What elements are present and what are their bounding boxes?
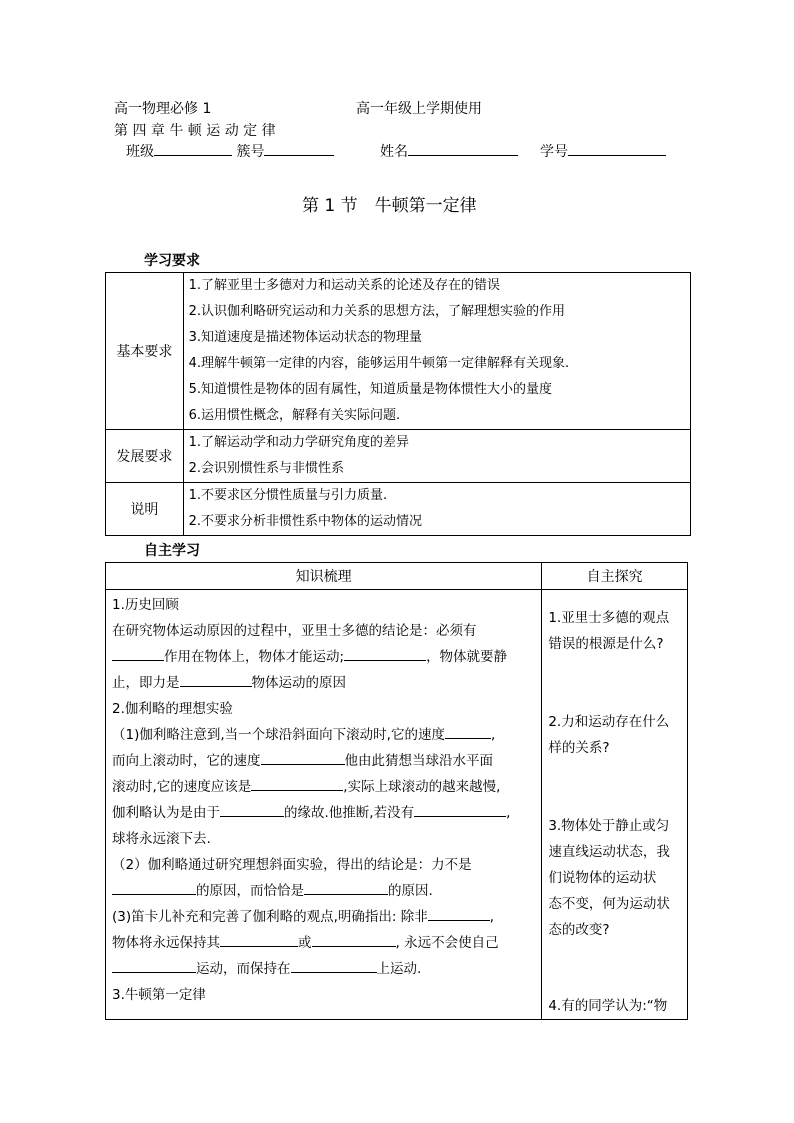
basic-label: 基本要求 bbox=[106, 273, 184, 430]
id-field[interactable] bbox=[568, 141, 666, 156]
advanced-items bbox=[183, 430, 690, 483]
self-study-header-row bbox=[106, 563, 688, 590]
list-item: 1.了解亚里士多德对力和运动关系的论述及存在的错误 bbox=[188, 278, 501, 293]
answer-blank[interactable] bbox=[220, 932, 298, 947]
section-history: 1.历史回顾 bbox=[112, 597, 179, 613]
answer-blank[interactable] bbox=[414, 802, 506, 817]
id-label: 学号 bbox=[540, 144, 568, 160]
student-info-row bbox=[126, 141, 334, 161]
course-label: 高一物理必修 1 bbox=[114, 101, 212, 117]
chapter-label: 第 四 章 牛 顿 运 动 定 律 bbox=[114, 123, 276, 139]
section-newton-first-law: 3.牛顿第一定律 bbox=[112, 987, 206, 1003]
self-study-heading: 自主学习 bbox=[144, 543, 200, 559]
usage-label: 高一年级上学期使用 bbox=[356, 101, 482, 117]
knowledge-column-header: 知识梳理 bbox=[106, 563, 542, 590]
list-item: 3.知道速度是描述物体运动状态的物理量 bbox=[188, 330, 423, 345]
answer-blank[interactable] bbox=[304, 880, 388, 895]
question-1-cont: 错误的根源是什么? bbox=[548, 636, 664, 652]
list-item: 1.不要求区分惯性质量与引力质量. bbox=[188, 488, 388, 503]
question-2-cont: 样的关系? bbox=[548, 740, 610, 756]
self-study-table bbox=[105, 562, 688, 1020]
answer-blank[interactable] bbox=[251, 776, 343, 791]
knowledge-cell bbox=[106, 590, 542, 1020]
text-line: 物体将永远保持其 或 , 永远不会使自己 bbox=[106, 930, 541, 956]
question-3-cont: 态的改变? bbox=[548, 922, 610, 938]
notes-items bbox=[183, 483, 690, 536]
text-line: 在研究物体运动原因的过程中，亚里士多德的结论是：必须有 bbox=[112, 623, 477, 639]
list-item: 6.运用惯性概念，解释有关实际问题. bbox=[188, 408, 401, 423]
list-item: 2.认识伽利略研究运动和力关系的思想方法，了解理想实验的作用 bbox=[188, 304, 566, 319]
group-field[interactable] bbox=[264, 141, 334, 156]
requirements-table bbox=[105, 272, 691, 536]
question-3: 3.物体处于静止或匀 bbox=[548, 818, 670, 834]
question-3-cont: 速直线运动状态，我 bbox=[548, 844, 670, 860]
answer-blank[interactable] bbox=[291, 958, 377, 973]
question-3-cont: 们说物体的运动状 bbox=[548, 870, 657, 886]
list-item: 2.会识别惯性系与非惯性系 bbox=[188, 461, 345, 476]
list-item: 2.不要求分析非惯性系中物体的运动情况 bbox=[188, 514, 423, 529]
requirements-heading: 学习要求 bbox=[144, 253, 200, 269]
question-4: 4.有的同学认为:“物 bbox=[548, 998, 668, 1014]
answer-blank[interactable] bbox=[312, 932, 396, 947]
text-line: 滚动时,它的速度应该是 ,实际上球滚动的越来越慢, bbox=[106, 774, 541, 800]
list-item: 4.理解牛顿第一定律的内容，能够运用牛顿第一定律解释有关现象. bbox=[188, 356, 570, 371]
text-line: 止，即力是 物体运动的原因 bbox=[106, 670, 541, 696]
answer-blank[interactable] bbox=[112, 958, 196, 973]
text-line: 运动，而保持在 上运动. bbox=[106, 956, 541, 982]
student-name-row bbox=[380, 141, 518, 161]
page-title: 第 1 节 牛顿第一定律 bbox=[302, 196, 477, 216]
question-3-cont: 态不变，何为运动状 bbox=[548, 896, 670, 912]
student-id-row bbox=[540, 141, 666, 161]
advanced-requirements-row bbox=[106, 430, 691, 483]
notes-label: 说明 bbox=[106, 483, 184, 536]
text-line: 而向上滚动时，它的速度 他由此猜想当球沿水平面 bbox=[106, 748, 541, 774]
answer-blank[interactable] bbox=[261, 750, 345, 765]
text-line: （1)伽利略注意到,当一个球沿斜面向下滚动时,它的速度 , bbox=[106, 722, 541, 748]
self-study-body-row bbox=[106, 590, 688, 1020]
section-galileo: 2.伽利略的理想实验 bbox=[112, 701, 233, 717]
text-line: （2）伽利略通过研究理想斜面实验，得出的结论是：力不是 bbox=[112, 857, 472, 873]
list-item: 5.知道惯性是物体的固有属性，知道质量是物体惯性大小的量度 bbox=[188, 382, 553, 397]
question-2: 2.力和运动存在什么 bbox=[548, 714, 670, 730]
question-1: 1.亚里士多德的观点 bbox=[548, 610, 670, 626]
text-line: 的原因，而恰恰是 的原因. bbox=[106, 878, 541, 904]
text-line: (3)笛卡儿补充和完善了伽利略的观点,明确指出: 除非 , bbox=[106, 904, 541, 930]
answer-blank[interactable] bbox=[180, 672, 252, 687]
list-item: 1.了解运动学和动力学研究角度的差异 bbox=[188, 435, 410, 450]
answer-blank[interactable] bbox=[112, 880, 196, 895]
class-field[interactable] bbox=[154, 141, 232, 156]
explore-column-header: 自主探究 bbox=[542, 563, 688, 590]
answer-blank[interactable] bbox=[220, 802, 284, 817]
text-line: 伽利略认为是由于 的缘故.他推断,若没有 , bbox=[106, 800, 541, 826]
advanced-label: 发展要求 bbox=[106, 430, 184, 483]
answer-blank[interactable] bbox=[428, 906, 490, 921]
group-label: 簇号 bbox=[236, 144, 265, 160]
notes-row bbox=[106, 483, 691, 536]
explore-cell bbox=[542, 590, 688, 1020]
answer-blank[interactable] bbox=[344, 646, 426, 661]
class-label: 班级 bbox=[126, 144, 154, 160]
name-label: 姓名 bbox=[380, 144, 408, 160]
basic-items bbox=[183, 273, 690, 430]
answer-blank[interactable] bbox=[112, 646, 164, 661]
text-line: 球将永远滚下去. bbox=[112, 831, 211, 847]
text-line: 作用在物体上，物体才能运动; ，物体就要静 bbox=[106, 644, 541, 670]
basic-requirements-row bbox=[106, 273, 691, 430]
name-field[interactable] bbox=[408, 141, 518, 156]
answer-blank[interactable] bbox=[445, 724, 491, 739]
